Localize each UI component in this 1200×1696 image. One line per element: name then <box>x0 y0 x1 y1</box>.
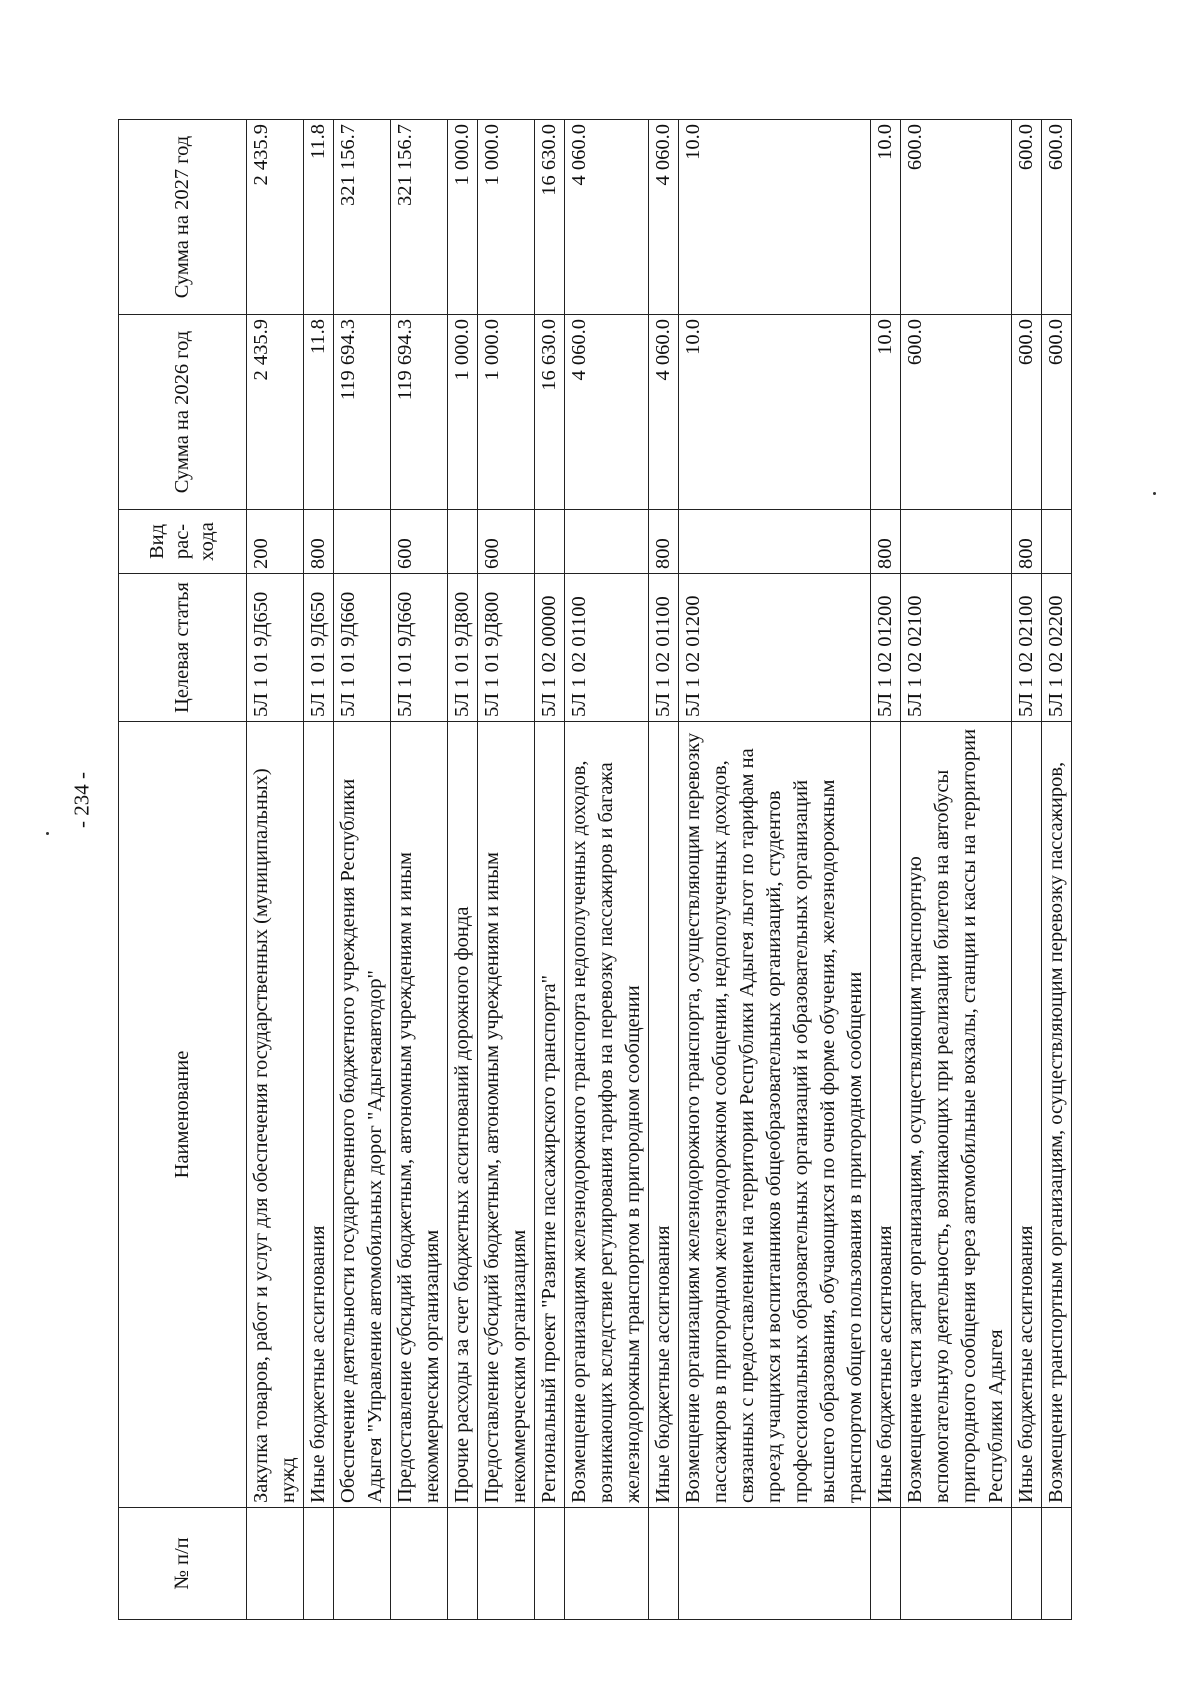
cell-name: Иные бюджетные ассигнования <box>649 722 679 1508</box>
cell-sum-2027: 600.0 <box>1042 120 1072 315</box>
cell-sum-2026: 119 694.3 <box>334 315 391 510</box>
cell-sum-2026: 16 630.0 <box>535 315 565 510</box>
cell-no <box>1012 1508 1042 1620</box>
header-sum-2027: Сумма на 2027 год <box>119 120 247 315</box>
cell-sum-2027: 4 060.0 <box>649 120 679 315</box>
table-row <box>391 120 448 1620</box>
cell-expense-type: 800 <box>649 510 679 574</box>
cell-target-article: 5Л 1 01 9Д660 <box>391 574 448 722</box>
cell-sum-2026: 119 694.3 <box>391 315 448 510</box>
scan-speck <box>46 832 49 835</box>
cell-no <box>478 1508 535 1620</box>
cell-sum-2026: 11.8 <box>304 315 334 510</box>
cell-target-article: 5Л 1 02 02200 <box>1042 574 1072 722</box>
cell-name: Возмещение организациям железнодорожного транспорта, осуществляющим перевозку пассажиров в пригородном железнодорожном сообщении, недополученных доходов, связанных с предоставлением на территории Республики Адыгея льгот по тарифам на проезд учащихся и воспитанников общеобразовательных организаций, студентов профессиональных образовательных организаций и образовательных организаций высшего образования, обучающихся по очной форме обучения, железнодорожным транспортом общего пользования в пригородном сообщении <box>679 722 871 1508</box>
cell-no <box>247 1508 304 1620</box>
cell-sum-2026: 10.0 <box>871 315 901 510</box>
table-row <box>901 120 1012 1620</box>
cell-no <box>1042 1508 1072 1620</box>
cell-name: Закупка товаров, работ и услуг для обеспечения государственных (муниципальных) нужд <box>247 722 304 1508</box>
table-row <box>334 120 391 1620</box>
cell-expense-type <box>535 510 565 574</box>
page-number: - 234 - <box>69 772 94 828</box>
cell-target-article: 5Л 1 02 00000 <box>535 574 565 722</box>
cell-expense-type <box>565 510 649 574</box>
cell-name: Возмещение части затрат организациям, осуществляющим транспортную вспомогательную деятельность, возникающих при реализации билетов на автобусы пригородного сообщения через автомобильные вокзалы, станции и кассы на территории Республики Адыгея <box>901 722 1012 1508</box>
cell-target-article: 5Л 1 01 9Д660 <box>334 574 391 722</box>
header-sum-2026: Сумма на 2026 год <box>119 315 247 510</box>
cell-name: Иные бюджетные ассигнования <box>1012 722 1042 1508</box>
cell-name: Иные бюджетные ассигнования <box>871 722 901 1508</box>
cell-name: Предоставление субсидий бюджетным, автономным учреждениям и иным некоммерческим организациям <box>478 722 535 1508</box>
cell-no <box>391 1508 448 1620</box>
header-no: № п/п <box>119 1508 247 1620</box>
header-name: Наименование <box>119 722 247 1508</box>
cell-target-article: 5Л 1 02 01100 <box>565 574 649 722</box>
table-row <box>565 120 649 1620</box>
cell-expense-type: 800 <box>304 510 334 574</box>
cell-no <box>565 1508 649 1620</box>
cell-no <box>334 1508 391 1620</box>
cell-name: Предоставление субсидий бюджетным, автономным учреждениям и иным некоммерческим организациям <box>391 722 448 1508</box>
cell-no <box>304 1508 334 1620</box>
cell-target-article: 5Л 1 02 01200 <box>679 574 871 722</box>
cell-sum-2027: 600.0 <box>1012 120 1042 315</box>
cell-expense-type: 200 <box>247 510 304 574</box>
cell-expense-type: 800 <box>1012 510 1042 574</box>
cell-target-article: 5Л 1 02 01100 <box>649 574 679 722</box>
cell-expense-type <box>679 510 871 574</box>
cell-no <box>871 1508 901 1620</box>
cell-sum-2026: 1 000.0 <box>478 315 535 510</box>
cell-target-article: 5Л 1 02 02100 <box>901 574 1012 722</box>
table-row <box>649 120 679 1620</box>
cell-target-article: 5Л 1 02 02100 <box>1012 574 1042 722</box>
cell-no <box>901 1508 1012 1620</box>
table-row <box>304 120 334 1620</box>
cell-expense-type: 800 <box>871 510 901 574</box>
cell-sum-2026: 600.0 <box>1012 315 1042 510</box>
cell-no <box>649 1508 679 1620</box>
cell-name: Прочие расходы за счет бюджетных ассигнований дорожного фонда <box>448 722 478 1508</box>
cell-sum-2026: 2 435.9 <box>247 315 304 510</box>
cell-sum-2026: 4 060.0 <box>565 315 649 510</box>
cell-expense-type <box>334 510 391 574</box>
cell-target-article: 5Л 1 01 9Д800 <box>478 574 535 722</box>
cell-no <box>679 1508 871 1620</box>
cell-sum-2026: 4 060.0 <box>649 315 679 510</box>
header-type: Вид рас-хода <box>119 510 247 574</box>
cell-sum-2027: 321 156.7 <box>334 120 391 315</box>
table-row <box>871 120 901 1620</box>
cell-no <box>535 1508 565 1620</box>
cell-sum-2027: 1 000.0 <box>448 120 478 315</box>
cell-sum-2026: 10.0 <box>679 315 871 510</box>
header-code: Целевая статья <box>119 574 247 722</box>
table-row <box>1012 120 1042 1620</box>
cell-sum-2026: 1 000.0 <box>448 315 478 510</box>
cell-expense-type <box>901 510 1012 574</box>
cell-sum-2027: 1 000.0 <box>478 120 535 315</box>
cell-expense-type: 600 <box>478 510 535 574</box>
cell-name: Возмещение транспортным организациям, осуществляющим перевозку пассажиров, <box>1042 722 1072 1508</box>
cell-name: Региональный проект "Развитие пассажирского транспорта" <box>535 722 565 1508</box>
budget-table <box>118 119 1072 1620</box>
cell-no <box>448 1508 478 1620</box>
cell-target-article: 5Л 1 01 9Д650 <box>247 574 304 722</box>
table-header-row <box>119 120 247 1620</box>
table-row <box>679 120 871 1620</box>
cell-sum-2027: 2 435.9 <box>247 120 304 315</box>
table-row <box>535 120 565 1620</box>
cell-sum-2026: 600.0 <box>1042 315 1072 510</box>
cell-target-article: 5Л 1 01 9Д800 <box>448 574 478 722</box>
cell-expense-type: 600 <box>391 510 448 574</box>
table-row <box>247 120 304 1620</box>
cell-sum-2027: 321 156.7 <box>391 120 448 315</box>
cell-expense-type <box>448 510 478 574</box>
cell-target-article: 5Л 1 01 9Д650 <box>304 574 334 722</box>
cell-sum-2027: 10.0 <box>871 120 901 315</box>
cell-sum-2027: 10.0 <box>679 120 871 315</box>
cell-target-article: 5Л 1 02 01200 <box>871 574 901 722</box>
cell-sum-2026: 600.0 <box>901 315 1012 510</box>
table-row <box>448 120 478 1620</box>
cell-sum-2027: 16 630.0 <box>535 120 565 315</box>
rotated-table-container <box>118 120 1067 1620</box>
cell-name: Обеспечение деятельности государственного бюджетного учреждения Республики Адыгея "Управление автомобильных дорог "Адыгеяавтодор" <box>334 722 391 1508</box>
cell-sum-2027: 11.8 <box>304 120 334 315</box>
table-row <box>1042 120 1072 1620</box>
cell-sum-2027: 4 060.0 <box>565 120 649 315</box>
cell-name: Иные бюджетные ассигнования <box>304 722 334 1508</box>
cell-expense-type <box>1042 510 1072 574</box>
cell-sum-2027: 600.0 <box>901 120 1012 315</box>
cell-name: Возмещение организациям железнодорожного транспорта недополученных доходов, возникающих вследствие регулирования тарифов на перевозку пассажиров и багажа железнодорожным транспортом в пригородном сообщении <box>565 722 649 1508</box>
table-body <box>247 120 1072 1620</box>
scan-speck <box>1153 492 1156 495</box>
table-row <box>478 120 535 1620</box>
